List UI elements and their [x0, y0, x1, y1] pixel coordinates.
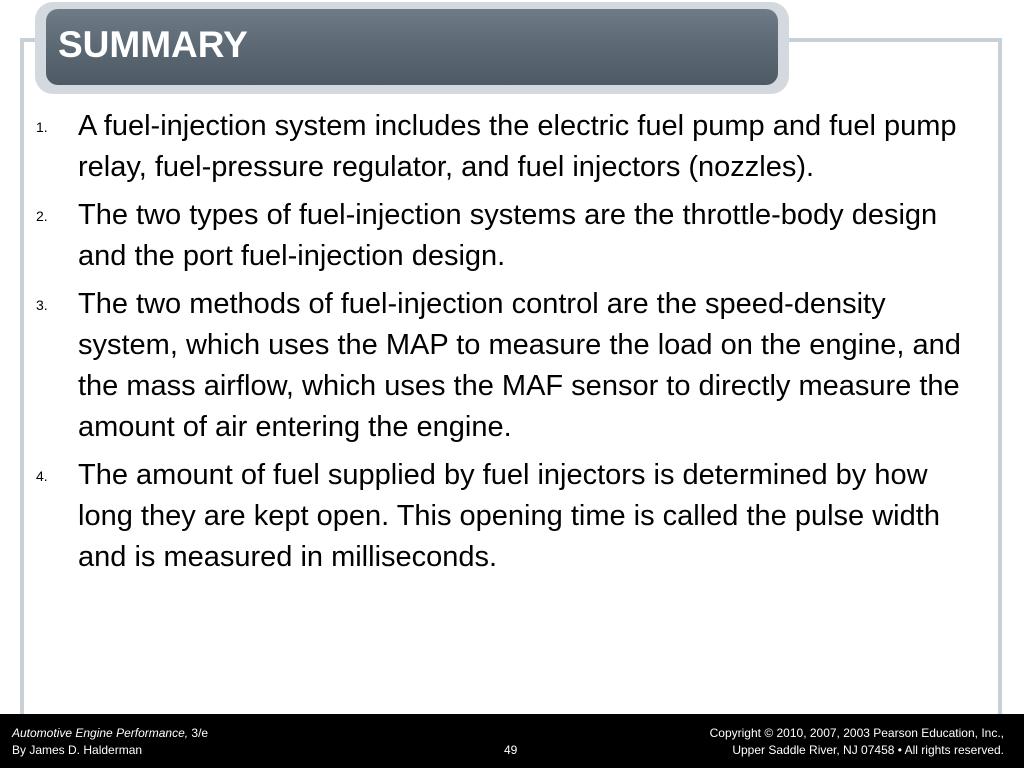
copyright-line-2: Upper Saddle River, NJ 07458 • All rights reserved. — [732, 743, 1004, 757]
list-item-text: The two methods of fuel-injection control are the speed-density system, which uses the MAP to measure the load on the engine, and the mass airflow, which uses the MAF sensor to directly measure the amount of air entering the engine. — [78, 288, 961, 443]
list-item-number: 1. — [36, 119, 48, 135]
summary-list — [30, 106, 980, 585]
book-title: Automotive Engine Performance, — [12, 726, 189, 740]
book-edition: 3/e — [188, 726, 209, 740]
list-item — [30, 195, 980, 277]
list-item — [30, 455, 980, 578]
copyright-notice — [710, 725, 1004, 759]
list-item-text: The amount of fuel supplied by fuel injectors is determined by how long they are kept open. This opening time is called the pulse width and is measured in milliseconds. — [78, 459, 940, 573]
list-item-number: 2. — [36, 208, 48, 224]
footer-book-info — [12, 725, 208, 759]
copyright-line-1: Copyright © 2010, 2007, 2003 Pearson Education, Inc., — [709, 726, 1004, 740]
list-item — [30, 284, 980, 448]
slide-title: SUMMARY — [58, 24, 248, 65]
list-item-text: The two types of fuel-injection systems are the throttle-body design and the port fuel-injection design. — [78, 199, 938, 272]
book-author: By James D. Halderman — [12, 743, 143, 757]
list-item — [30, 106, 980, 188]
footer-bar — [0, 714, 1024, 768]
list-item-number: 4. — [36, 468, 48, 484]
page-number: 49 — [504, 743, 518, 757]
list-item-text: A fuel-injection system includes the electric fuel pump and fuel pump relay, fuel-pressure regulator, and fuel injectors (nozzles). — [78, 110, 957, 183]
list-item-number: 3. — [36, 297, 48, 313]
